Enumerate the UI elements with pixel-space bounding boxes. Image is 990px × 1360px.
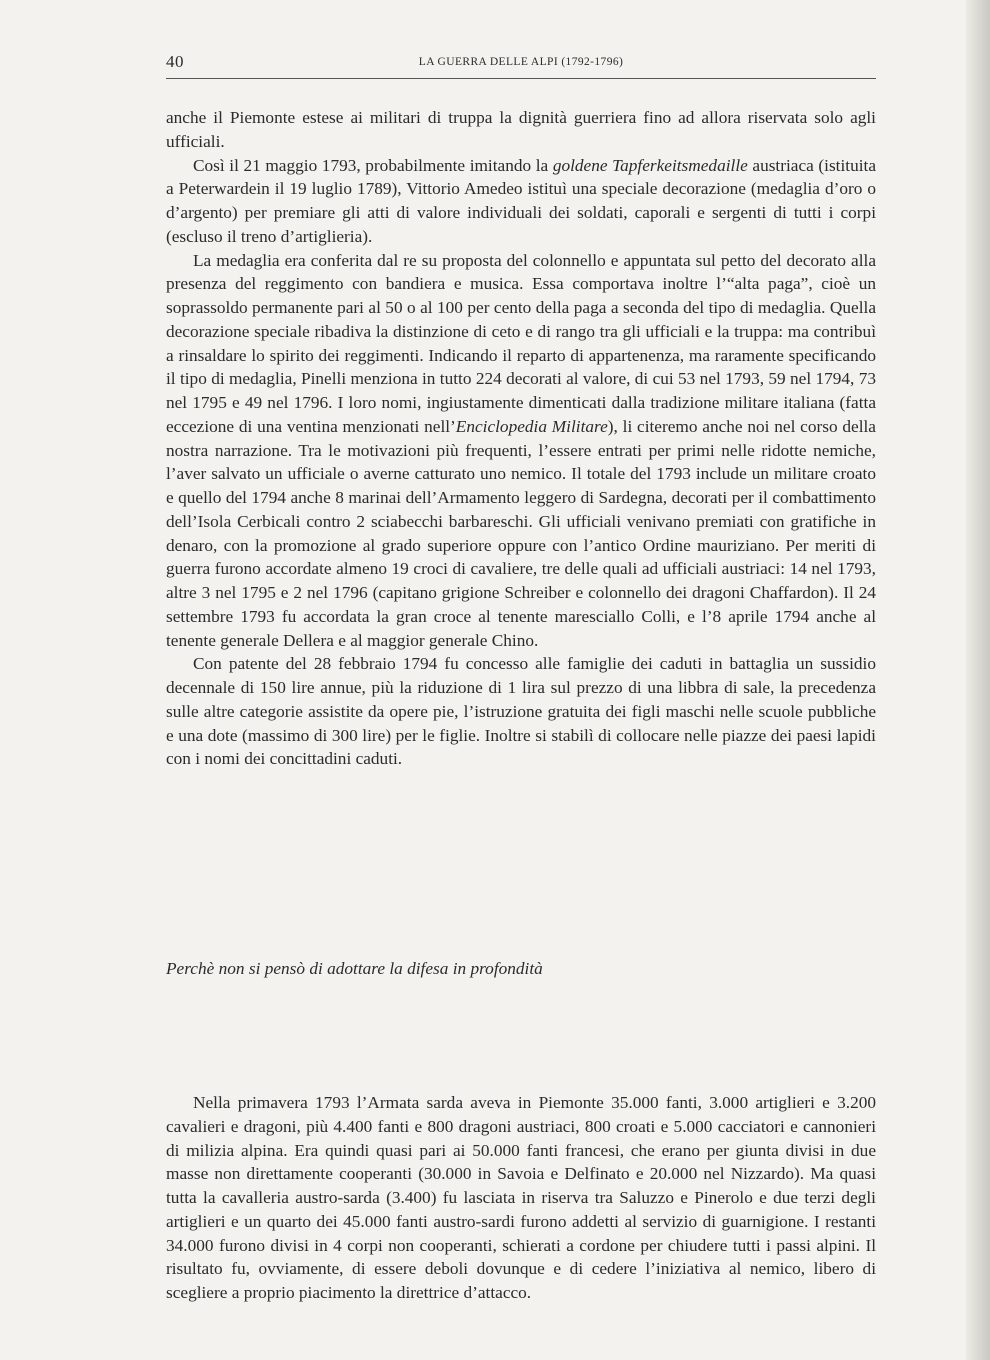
text-run: La medaglia era conferita dal re su proposta del colonnello e appuntata sul petto del decorato alla presenza del reggimento con bandiera e musica. Essa comportava inoltre l’“alta paga”, cioè un soprassoldo permanente pari al 50 o al 100 per cento della paga a seconda del tipo di medaglia. Quella decorazione speciale ribadiva la distinzione di ceto e di rango tra gli ufficiali e la truppa: ma contribuì a rinsaldare lo spirito dei reggimenti. Indicando il reparto di appartenenza, ma raramente specificando il tipo di medaglia, Pinelli menziona in tutto 224 decorati al valore, di cui 53 nel 1793, 59 nel 1794, 73 nel 1795 e 49 nel 1796. I loro nomi, ingiustamente dimenticati dalla tradizione militare italiana (fatta eccezione di una ventina menzionati nell’ <box>166 250 876 436</box>
paragraph-medal-institution <box>166 154 876 249</box>
italic-title: Enciclopedia Militare <box>455 416 608 436</box>
main-text <box>166 106 876 771</box>
paragraph-families-subsidy: Con patente del 28 febbraio 1794 fu concesso alle famiglie dei caduti in battaglia un sussidio decennale di 150 lire annue, più la riduzione di 1 lira sul prezzo di una libbra di sale, la precedenza sulle altre categorie assistite da opere pie, l’istruzione gratuita dei figli maschi nelle scuole pubbliche e una dote (massimo di 300 lire) per le figlie. Inoltre si stabilì di collocare nelle piazze dei paesi lapidi con i nomi dei concittadini caduti. <box>166 654 876 769</box>
section-heading: Perchè non si pensò di adottare la difesa in profondità <box>166 959 543 978</box>
text-run: austriaca (istituita a Peterwardein il 19 luglio 1789), Vittorio Amedeo istituì una speciale decorazione (medaglia d’oro o d’argento) per premiare gli atti di valore individuali dei soldati, caporali e sergenti di tutti i corpi (escluso il treno d’artiglieria). <box>166 155 876 246</box>
text-run: Così il 21 maggio 1793, probabilmente imitando la <box>193 155 553 175</box>
page-edge-shadow <box>966 0 990 1360</box>
paragraph-army-strength: Nella primavera 1793 l’Armata sarda aveva in Piemonte 35.000 fanti, 3.000 artiglieri e 3.200 cavalieri e dragoni, più 4.400 fanti e 800 dragoni austriaci, 800 croati e 5.000 cacciatori e cannonieri di milizia alpina. Era quindi quasi pari ai 50.000 fanti francesi, che erano per giunta divisi in due masse non direttamente cooperanti (30.000 in Savoia e Delfinato e 20.000 nel Nizzardo). Ma quasi tutta la cavalleria austro-sarda (3.400) fu lasciata in riserva tra Saluzzo e Pinerolo e due terzi degli artiglieri e un quarto dei 45.000 fanti austro-sardi furono addetti al servizio di guarnigione. I restanti 34.000 furono divisi in 4 corpi non cooperanti, schierati a cordone per chiudere tutti i passi alpini. Il risultato fu, ovviamente, di essere deboli dovunque e di cedere l’iniziativa al nemico, libero di scegliere a proprio piacimento la direttrice d’attacco. <box>166 1093 876 1302</box>
page-header <box>166 48 876 79</box>
paragraph-medal-details <box>166 249 876 653</box>
section-text <box>166 1091 876 1305</box>
text-run: ), li citeremo anche noi nel corso della nostra narrazione. Tra le motivazioni più frequenti, l’essere entrati per primi nelle ridotte nemiche, l’aver salvato un ufficiale o averne catturato uno nemico. Il totale del 1793 include un militare croato e quello del 1794 anche 8 marinai dell’Armamento leggero di Sardegna, decorati per il combattimento dell’Isola Cerbicali contro 2 sciabecchi barbareschi. Gli ufficiali venivano premiati con gratifiche in denaro, con la promozione al grado superiore oppure con l’antico Ordine mauriziano. Per meriti di guerra furono accordate almeno 19 croci di cavaliere, tre delle quali ad ufficiali austriaci: 14 nel 1793, altre 3 nel 1795 e 2 nel 1796 (capitano grigione Schreiber e colonnello dei dragoni Chaffardon). Il 24 settembre 1793 fu accordata la gran croce al tenente maresciallo Colli, e l’8 aprile 1794 anche al tenente generale Dellera e al maggior generale Chino. <box>166 416 876 650</box>
italic-term: goldene Tapferkeitsmedaille <box>552 155 748 175</box>
paragraph-continuation: anche il Piemonte estese ai militari di truppa la dignità guerriera fino ad allora riservata solo agli ufficiali. <box>166 108 876 151</box>
running-title: LA GUERRA DELLE ALPI (1792-1796) <box>418 56 624 68</box>
page-number: 40 <box>166 52 184 71</box>
